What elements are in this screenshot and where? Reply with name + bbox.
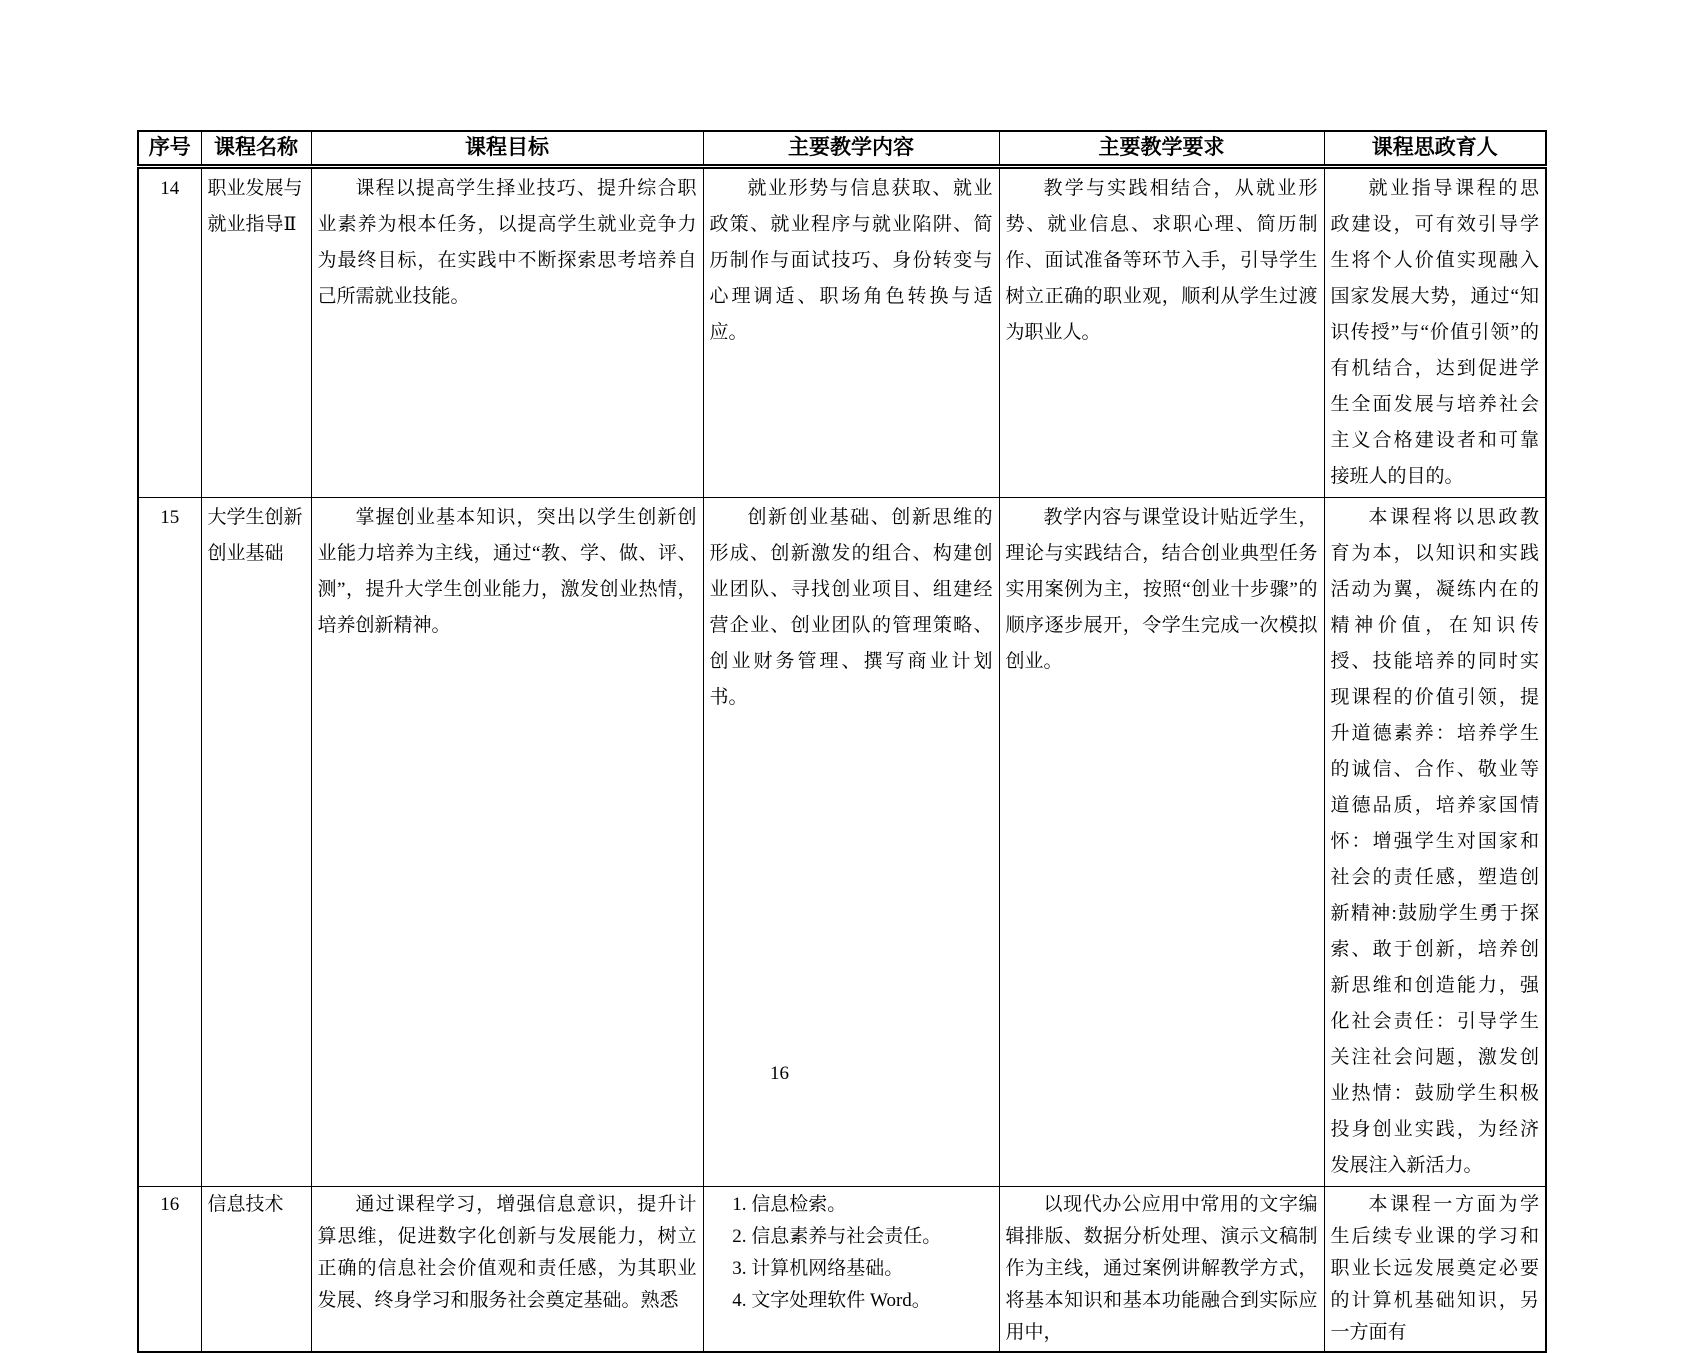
row-14-objectives-cell <box>311 167 703 498</box>
table-row <box>138 167 1546 498</box>
row-15-ideology-text: 本课程将以思政教育为本，以知识和实践活动为翼，凝练内在的精神价值，在知识传授、技能培养的同时实现课程的价值引领，提升道德素养：培养学生的诚信、合作、敬业等道德品质，培养家国情怀：增强学生对国家和社会的责任感，塑造创新精神:鼓励学生勇于探索、敢于创新，培养创新思维和创造能力，强化社会责任：引导学生关注社会问题，激发创业热情：鼓励学生积极投身创业实践，为经济发展注入新活力。 <box>1330 507 1539 1176</box>
row-14-content-cell <box>703 167 999 498</box>
row-15-content-cell <box>703 498 999 1187</box>
row-14-objectives-text: 课程以提高学生择业技巧、提升综合职业素养为根本任务，以提高学生就业竞争力为最终目标，在实践中不断探索思考培养自己所需就业技能。 <box>317 178 697 307</box>
row-16-objectives-text: 通过课程学习，增强信息意识，提升计算思维，促进数字化创新与发展能力，树立正确的信息社会价值观和责任感，为其职业发展、终身学习和服务社会奠定基础。熟悉 <box>317 1194 697 1311</box>
row-16-content-item: 3. 计算机网络基础。 <box>732 1258 904 1279</box>
row-16-requirements-text: 以现代办公应用中常用的文字编辑排版、数据分析处理、演示文稿制作为主线，通过案例讲解教学方式，将基本知识和基本功能融合到实际应用中， <box>1005 1194 1318 1343</box>
col-header-content: 主要教学内容 <box>703 131 999 167</box>
row-15-requirements-text: 教学内容与课堂设计贴近学生，理论与实践结合，结合创业典型任务实用案例为主，按照“创业十步骤”的顺序逐步展开，令学生完成一次模拟创业。 <box>1005 507 1318 672</box>
row-15-content-text: 创新创业基础、创新思维的形成、创新激发的组合、构建创业团队、寻找创业项目、组建经营企业、创业团队的管理策略、创业财务管理、撰写商业计划书。 <box>709 507 993 708</box>
table-row <box>138 1187 1546 1353</box>
row-16-course-name: 信息技术 <box>201 1187 311 1353</box>
row-16-content-item: 1. 信息检索。 <box>732 1194 847 1215</box>
col-header-no: 序号 <box>138 131 201 167</box>
row-14-content-text: 就业形势与信息获取、就业政策、就业程序与就业陷阱、简历制作与面试技巧、身份转变与心理调适、职场角色转换与适应。 <box>709 178 993 343</box>
col-header-requirements: 主要教学要求 <box>999 131 1324 167</box>
row-15-course-name: 大学生创新创业基础 <box>201 498 311 1187</box>
col-header-course-name: 课程名称 <box>201 131 311 167</box>
page-number: 16 <box>770 1063 789 1084</box>
row-15-ideology-cell <box>1324 498 1546 1187</box>
row-16-content-item: 4. 文字处理软件 Word。 <box>732 1290 931 1311</box>
row-16-number: 16 <box>138 1187 201 1353</box>
col-header-objectives: 课程目标 <box>311 131 703 167</box>
table-row <box>138 498 1546 1187</box>
row-15-requirements-cell <box>999 498 1324 1187</box>
row-16-requirements-cell <box>999 1187 1324 1353</box>
row-14-requirements-cell <box>999 167 1324 498</box>
row-16-ideology-text: 本课程一方面为学生后续专业课的学习和职业长远发展奠定必要的计算机基础知识，另一方面有 <box>1330 1194 1539 1343</box>
row-16-objectives-cell <box>311 1187 703 1353</box>
row-16-content-cell <box>703 1187 999 1353</box>
row-14-course-name: 职业发展与就业指导Ⅱ <box>201 167 311 498</box>
row-15-objectives-cell <box>311 498 703 1187</box>
table-header-row <box>138 131 1546 167</box>
row-16-ideology-cell <box>1324 1187 1546 1353</box>
row-14-ideology-text: 就业指导课程的思政建设，可有效引导学生将个人价值实现融入国家发展大势，通过“知识传授”与“价值引领”的有机结合，达到促进学生全面发展与培养社会主义合格建设者和可靠接班人的目的。 <box>1330 178 1539 487</box>
row-15-number: 15 <box>138 498 201 1187</box>
row-14-ideology-cell <box>1324 167 1546 498</box>
row-15-objectives-text: 掌握创业基本知识，突出以学生创新创业能力培养为主线，通过“教、学、做、评、测”，提升大学生创业能力，激发创业热情，培养创新精神。 <box>317 507 697 636</box>
course-table <box>137 130 1547 1353</box>
col-header-ideology: 课程思政育人 <box>1324 131 1546 167</box>
row-14-requirements-text: 教学与实践相结合，从就业形势、就业信息、求职心理、简历制作、面试准备等环节入手，引导学生树立正确的职业观，顺利从学生过渡为职业人。 <box>1005 178 1318 343</box>
row-14-number: 14 <box>138 167 201 498</box>
row-16-content-item: 2. 信息素养与社会责任。 <box>732 1226 942 1247</box>
